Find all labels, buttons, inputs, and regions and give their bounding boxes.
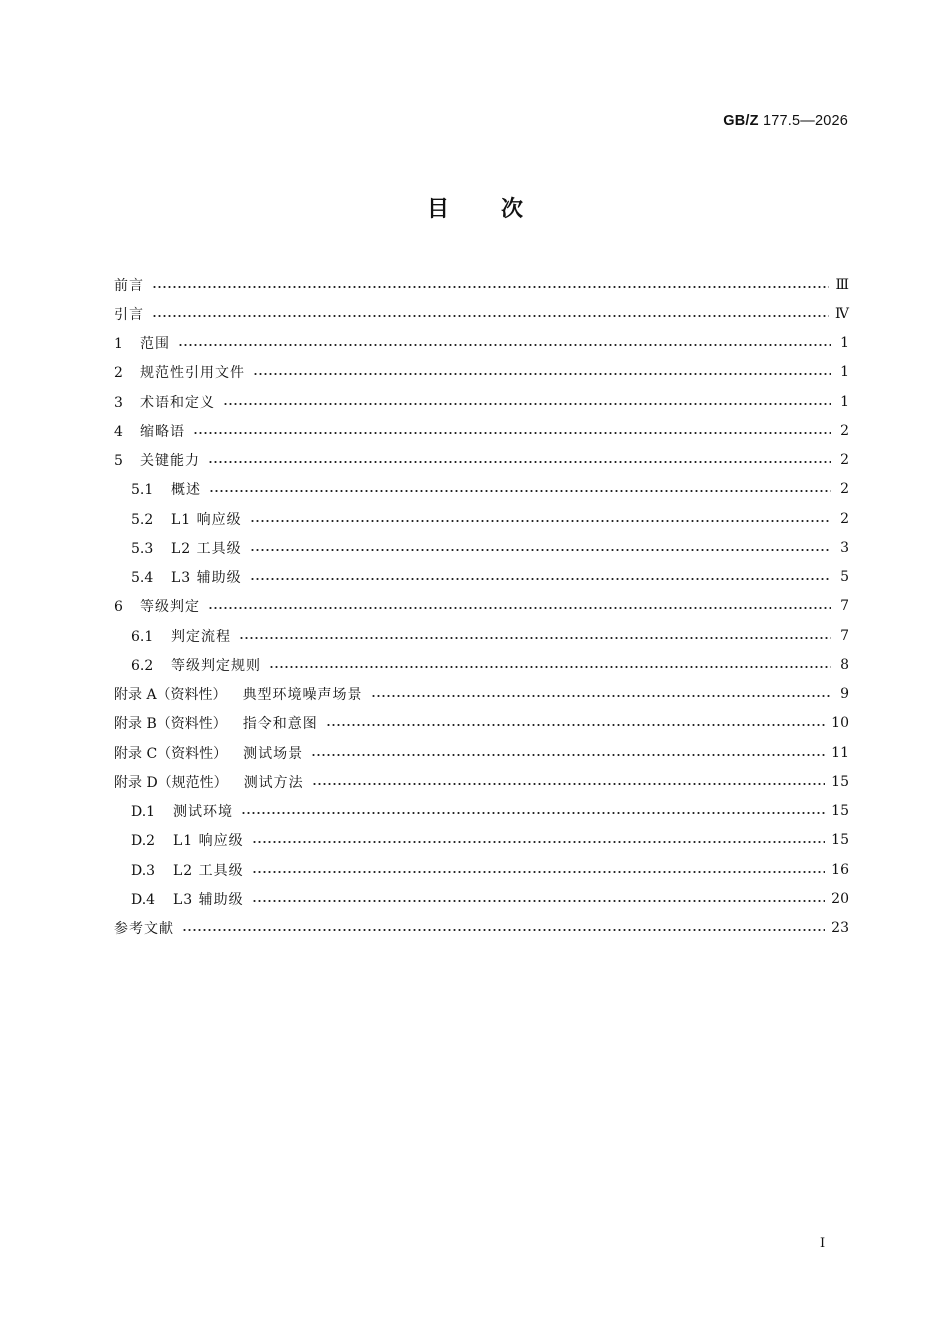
toc-leader-dots — [252, 891, 826, 907]
toc-entry-page: 15 — [831, 803, 849, 820]
toc-entry-number: D.4 — [131, 891, 156, 908]
toc-entry-title: 等级判定 — [140, 599, 200, 616]
toc-entry-page: 20 — [831, 890, 849, 907]
toc-entry[interactable] — [114, 650, 849, 679]
toc-entry-page: 2 — [840, 510, 849, 527]
toc-entry-label — [131, 538, 250, 558]
toc-entry-title: 测试方法 — [243, 774, 304, 791]
toc-entry-page: Ⅲ — [835, 276, 849, 293]
toc-entry-page: 1 — [840, 335, 849, 352]
toc-entry-title: L3 辅助级 — [171, 570, 242, 587]
toc-entry-title: 引言 — [114, 306, 144, 323]
toc-entry-title: 术语和定义 — [140, 394, 215, 411]
toc-leader-dots — [326, 715, 825, 731]
toc-entry-number: D.2 — [131, 833, 156, 850]
toc-entry-number: 附录 D（规范性） — [114, 774, 228, 791]
toc-leader-dots — [253, 364, 831, 380]
toc-entry-title: L2 工具级 — [171, 540, 242, 557]
toc-leader-dots — [239, 628, 831, 644]
toc-entry-title: 概述 — [171, 482, 201, 499]
toc-leader-dots — [193, 423, 831, 439]
toc-entry-title: L1 响应级 — [173, 833, 244, 850]
toc-entry-number: 4 — [114, 423, 123, 440]
toc-entry-number: 2 — [114, 365, 123, 382]
toc-entry-number: 1 — [114, 336, 123, 353]
toc-leader-dots — [152, 306, 829, 322]
toc-entry-page: 2 — [840, 481, 849, 498]
toc-entry-title: 判定流程 — [171, 628, 231, 645]
toc-entry-label — [114, 596, 208, 616]
toc-entry-title: L3 辅助级 — [173, 891, 244, 908]
toc-leader-dots — [250, 540, 831, 556]
toc-entry-title: 前言 — [114, 277, 144, 294]
toc-entry-label — [114, 304, 152, 324]
toc-entry-label — [114, 275, 152, 295]
toc-entry-page: 7 — [840, 598, 849, 615]
toc-leader-dots — [312, 774, 825, 790]
page-number: I — [820, 1236, 826, 1251]
toc-entry-page: 15 — [831, 832, 849, 849]
toc-entry-title: L1 响应级 — [171, 511, 242, 528]
toc-entry-number: 6.2 — [131, 657, 154, 674]
toc-entry-number: 5.2 — [131, 511, 154, 528]
toc-entry-number: D.1 — [131, 804, 156, 821]
toc-leader-dots — [311, 745, 825, 761]
toc-entry-number: 5.4 — [131, 570, 154, 587]
toc-entry-page: 1 — [840, 393, 849, 410]
toc-entry[interactable] — [114, 738, 849, 767]
toc-leader-dots — [269, 657, 831, 673]
toc-entry-number: 6.1 — [131, 628, 154, 645]
toc-entry-page: 5 — [840, 569, 849, 586]
toc-entry[interactable] — [114, 592, 849, 621]
toc-entry-label — [131, 860, 252, 880]
toc-entry-title: 规范性引用文件 — [140, 365, 245, 382]
toc-entry-title: 典型环境噪声场景 — [242, 687, 363, 704]
toc-entry-number: 附录 A（资料性） — [114, 687, 227, 704]
toc-entry[interactable] — [114, 621, 849, 650]
toc-entry-label — [114, 743, 311, 763]
toc-leader-dots — [371, 686, 831, 702]
toc-entry-label — [114, 362, 253, 382]
toc-entry-label — [114, 918, 182, 938]
document-code — [723, 113, 848, 129]
toc-leader-dots — [209, 481, 831, 497]
toc-entry[interactable] — [114, 914, 849, 943]
toc-entry[interactable] — [114, 299, 849, 328]
toc-entry-page: 2 — [840, 422, 849, 439]
toc-entry-page: 16 — [831, 861, 849, 878]
toc-entry-page: 3 — [840, 539, 849, 556]
toc-leader-dots — [208, 598, 831, 614]
toc-entry[interactable] — [114, 387, 849, 416]
toc-entry-page: 15 — [831, 773, 849, 790]
toc-entry-label — [131, 626, 239, 646]
toc-leader-dots — [152, 277, 829, 293]
toc-entry-label — [131, 801, 241, 821]
toc-entry[interactable] — [114, 767, 849, 796]
toc-entry-label — [114, 392, 223, 412]
toc-leader-dots — [250, 511, 831, 527]
toc-entry-number: D.3 — [131, 862, 156, 879]
document-code-prefix: GB/Z — [723, 113, 759, 129]
toc-entry-number: 附录 C（资料性） — [114, 745, 228, 762]
toc-entry-number: 5.3 — [131, 540, 154, 557]
toc-entry-page: Ⅳ — [835, 305, 849, 322]
toc-leader-dots — [252, 862, 826, 878]
toc-entry[interactable] — [114, 416, 849, 445]
toc-entry-title: 关键能力 — [140, 453, 200, 470]
toc-entry-number: 附录 B（资料性） — [114, 716, 227, 733]
toc-entry-page: 8 — [840, 656, 849, 673]
toc-entry-label — [114, 333, 178, 353]
toc-entry-label — [114, 450, 208, 470]
toc-entry-label — [114, 713, 326, 733]
toc-entry-page: 9 — [840, 686, 849, 703]
toc-entry[interactable] — [114, 884, 849, 913]
toc-entry-title: 测试场景 — [243, 745, 304, 762]
toc-entry-title: 缩略语 — [140, 423, 185, 440]
toc-entry[interactable] — [114, 826, 849, 855]
toc-entry-label — [131, 509, 250, 529]
toc-entry-page: 7 — [840, 627, 849, 644]
toc-title: 目次 — [426, 197, 575, 222]
toc-entry[interactable] — [114, 475, 849, 504]
toc-entry-label — [114, 684, 371, 704]
toc-leader-dots — [182, 920, 825, 936]
toc-entry-page: 2 — [840, 452, 849, 469]
toc-entry-title: 测试环境 — [173, 804, 233, 821]
toc-entry-title: L2 工具级 — [173, 862, 244, 879]
toc-entry-title: 范围 — [140, 336, 170, 353]
toc-entry[interactable] — [114, 855, 849, 884]
toc-entry-page: 1 — [840, 364, 849, 381]
toc-entry-label — [114, 772, 312, 792]
toc-entry-number: 6 — [114, 599, 123, 616]
toc-entry-number: 5 — [114, 453, 123, 470]
toc-leader-dots — [250, 569, 831, 585]
table-of-contents — [114, 270, 849, 943]
document-code-number: 177.5—2026 — [762, 113, 848, 129]
toc-entry-label — [114, 421, 193, 441]
toc-leader-dots — [252, 832, 826, 848]
toc-entry[interactable] — [114, 270, 849, 299]
toc-entry-title: 等级判定规则 — [171, 657, 261, 674]
toc-entry-label — [131, 479, 209, 499]
toc-entry[interactable] — [114, 446, 849, 475]
toc-entry-number: 3 — [114, 394, 123, 411]
toc-entry-label — [131, 567, 250, 587]
toc-leader-dots — [178, 335, 831, 351]
toc-entry[interactable] — [114, 358, 849, 387]
toc-entry-number: 5.1 — [131, 482, 154, 499]
toc-entry[interactable] — [114, 680, 849, 709]
toc-entry-page: 10 — [831, 715, 849, 732]
toc-leader-dots — [241, 803, 825, 819]
toc-leader-dots — [208, 452, 831, 468]
toc-entry[interactable] — [114, 329, 849, 358]
toc-entry-page: 23 — [831, 920, 849, 937]
toc-entry-title: 参考文献 — [114, 921, 174, 938]
toc-entry-label — [131, 889, 252, 909]
toc-entry-title: 指令和意图 — [242, 716, 318, 733]
toc-entry-page: 11 — [831, 744, 849, 761]
toc-entry[interactable] — [114, 533, 849, 562]
toc-entry[interactable] — [114, 504, 849, 533]
toc-leader-dots — [223, 394, 831, 410]
toc-entry[interactable] — [114, 709, 849, 738]
toc-entry-label — [131, 655, 269, 675]
toc-entry[interactable] — [114, 797, 849, 826]
toc-entry[interactable] — [114, 563, 849, 592]
toc-entry-label — [131, 830, 252, 850]
